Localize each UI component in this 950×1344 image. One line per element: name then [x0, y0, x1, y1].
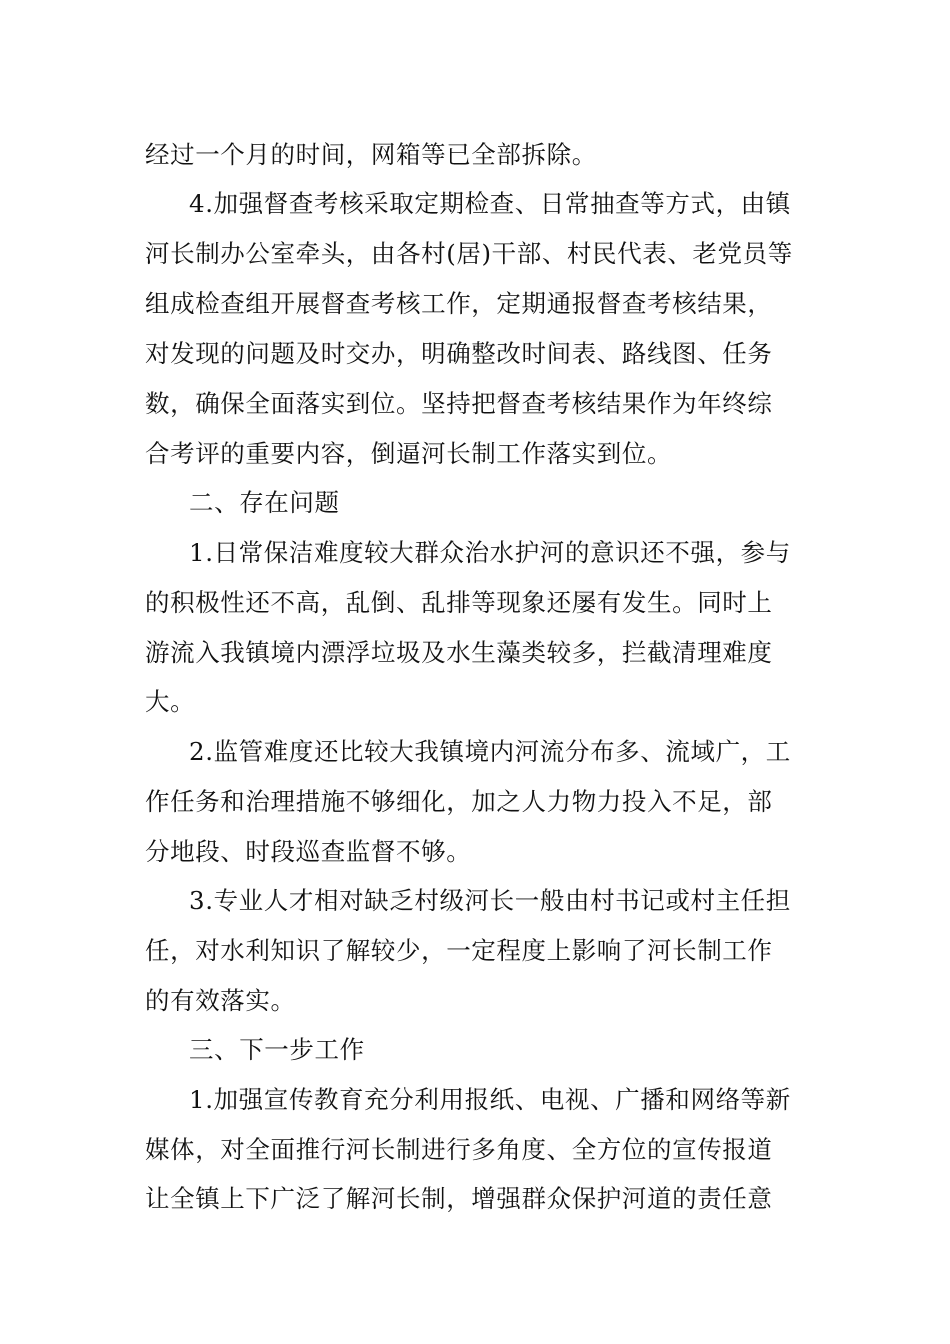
text-line: 1.日常保洁难度较大群众治水护河的意识还不强，参与 — [189, 538, 791, 567]
text-line: 合考评的重要内容，倒逼河长制工作落实到位。 — [145, 439, 673, 468]
text-line: 大。 — [145, 687, 196, 716]
text-line: 游流入我镇境内漂浮垃圾及水生藻类较多，拦截清理难度 — [145, 638, 773, 667]
text-line: 3.专业人才相对缺乏村级河长一般由村书记或村主任担 — [189, 886, 791, 915]
section-heading: 二、存在问题 — [189, 488, 340, 517]
text-line: 2.监管难度还比较大我镇境内河流分布多、流域广，工 — [189, 737, 791, 766]
text-line: 经过一个月的时间，网箱等已全部拆除。 — [145, 140, 597, 169]
text-line: 的有效落实。 — [145, 986, 296, 1015]
text-line: 组成检查组开展督查考核工作，定期通报督查考核结果， — [145, 289, 773, 318]
text-line: 让全镇上下广泛了解河长制，增强群众保护河道的责任意 — [145, 1184, 773, 1213]
text-line: 河长制办公室牵头，由各村(居)干部、村民代表、老党员等 — [145, 239, 793, 268]
text-line: 数，确保全面落实到位。坚持把督查考核结果作为年终综 — [145, 389, 773, 418]
section-heading: 三、下一步工作 — [189, 1035, 365, 1064]
text-line: 的积极性还不高，乱倒、乱排等现象还屡有发生。同时上 — [145, 588, 773, 617]
text-line: 作任务和治理措施不够细化，加之人力物力投入不足，部 — [145, 787, 773, 816]
text-line: 任，对水利知识了解较少，一定程度上影响了河长制工作 — [145, 936, 773, 965]
text-line: 分地段、时段巡查监督不够。 — [145, 837, 472, 866]
text-line: 对发现的问题及时交办，明确整改时间表、路线图、任务 — [145, 339, 773, 368]
text-line: 1.加强宣传教育充分利用报纸、电视、广播和网络等新 — [189, 1085, 791, 1114]
text-line: 4.加强督查考核采取定期检查、日常抽查等方式，由镇 — [189, 189, 791, 218]
text-line: 媒体，对全面推行河长制进行多角度、全方位的宣传报道 — [145, 1135, 773, 1164]
